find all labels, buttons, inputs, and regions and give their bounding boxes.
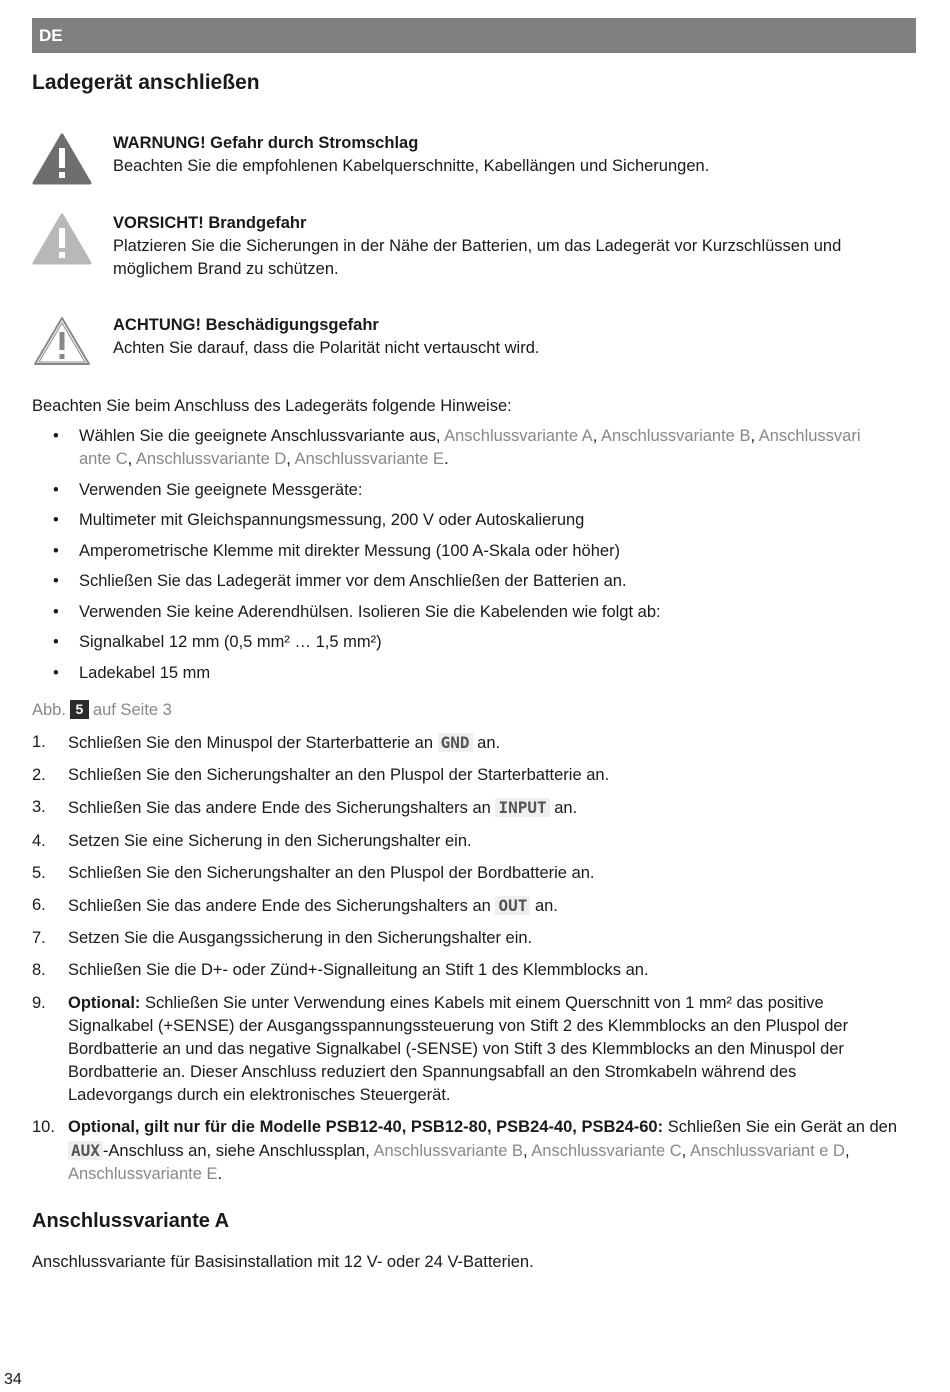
section-text: Anschlussvariante für Basisinstallation mit 12 V- oder 24 V-Batterien. xyxy=(32,1253,534,1271)
caution-triangle-icon xyxy=(32,212,92,266)
step-item: 5. Schließen Sie den Sicherungshalter an den Pluspol der Bordbatterie an. xyxy=(32,863,595,882)
terminal-label-gnd: GND xyxy=(438,733,473,752)
link-variant-d[interactable]: Anschlussvariante D xyxy=(135,450,287,468)
list-item: • Verwenden Sie keine Aderendhülsen. Isolieren Sie die Kabelenden wie folgt ab: xyxy=(32,601,892,624)
terminal-label-input: INPUT xyxy=(495,798,549,817)
list-item: • Signalkabel 12 mm (0,5 mm² … 1,5 mm²) xyxy=(32,631,892,654)
language-label: DE xyxy=(39,26,63,45)
step-item: 4. Setzen Sie eine Sicherung in den Sicherungshalter ein. xyxy=(32,831,472,850)
figure-reference[interactable]: Abb. 5 auf Seite 3 xyxy=(32,701,172,719)
link-variant-c[interactable]: Anschlussvariante C xyxy=(531,1141,682,1160)
hint-list xyxy=(32,425,892,692)
list-item: • Amperometrische Klemme mit direkter Messung (100 A-Skala oder höher) xyxy=(32,540,892,563)
notice-text: Achten Sie darauf, dass die Polarität nicht vertauscht wird. xyxy=(113,339,540,357)
link-variant-c[interactable]: Anschlussvari ante C xyxy=(79,427,861,468)
step-item: 3. Schließen Sie das andere Ende des Sicherungshalters an INPUT an. xyxy=(32,798,578,818)
page-title: Ladegerät anschließen xyxy=(32,71,260,94)
page-number: 34 xyxy=(4,1371,22,1388)
step-item: 10. Optional, gilt nur für die Modelle PSB12-40, PSB12-80, PSB24-40, PSB24-60: Schließen Sie ein Gerät an den AUX -Anschluss an, siehe Anschlussplan, Anschlussvariante B, Anschlussvariante C, Anschlussvariant e D, Anschlussvariante E. xyxy=(32,1117,897,1183)
notice-triangle-icon xyxy=(32,314,92,368)
step-item: 8. Schließen Sie die D+- oder Zünd+-Signalleitung an Stift 1 des Klemmblocks an. xyxy=(32,961,649,980)
terminal-label-out: OUT xyxy=(495,896,530,915)
section-title: Anschlussvariante A xyxy=(32,1210,230,1232)
intro-paragraph: Beachten Sie beim Anschluss des Ladegeräts folgende Hinweise: xyxy=(32,397,512,415)
warning-title: WARNUNG! Gefahr durch Stromschlag xyxy=(113,134,419,152)
warning-text: Beachten Sie die empfohlenen Kabelquerschnitte, Kabellängen und Sicherungen. xyxy=(113,157,710,175)
step-item: 2. Schließen Sie den Sicherungshalter an den Pluspol der Starterbatterie an. xyxy=(32,766,610,785)
step-item: 6. Schließen Sie das andere Ende des Sicherungshalters an OUT an. xyxy=(32,895,558,915)
list-item: • Ladekabel 15 mm xyxy=(32,662,892,685)
step-list xyxy=(32,731,902,1195)
caution-text: Platzieren Sie die Sicherungen in der Nähe der Batterien, um das Ladegerät vor Kurzschlüssen und möglichem Brand zu schützen. xyxy=(113,237,842,278)
list-item: • Multimeter mit Gleichspannungsmessung, 200 V oder Autoskalierung xyxy=(32,509,892,532)
terminal-label-aux: AUX xyxy=(68,1141,103,1160)
warning-triangle-icon xyxy=(32,132,92,186)
link-variant-e[interactable]: Anschlussvariante E xyxy=(68,1164,218,1183)
link-variant-b[interactable]: Anschlussvariante B xyxy=(373,1141,523,1160)
list-item: • Verwenden Sie geeignete Messgeräte: xyxy=(32,479,892,502)
list-item: • Wählen Sie die geeignete Anschlussvariante aus, Anschlussvariante A, Anschlussvariante B, Anschlussvari ante C, Anschlussvariante D, Anschlussvariante E. xyxy=(32,425,892,471)
list-item: • Schließen Sie das Ladegerät immer vor dem Anschließen der Batterien an. xyxy=(32,570,892,593)
link-variant-e[interactable]: Anschlussvariante E xyxy=(294,450,445,468)
step-item: 9. Optional: Schließen Sie unter Verwendung eines Kabels mit einem Querschnitt von 1 mm² das positive Signalkabel (+SENSE) der Ausgangsspannungssteuerung von Stift 2 des Klemmblocks an den Pluspol der Bordbatterie an und das negative Signalkabel (-SENSE) von Stift 3 des Klemmblocks an den Minuspol der Bordbatterie an. Dieser Anschluss reduziert den Spannungsabfall an den Stromkabeln während des Ladevorgangs durch ein elektronisches Steuergerät. xyxy=(32,993,849,1104)
figure-number-badge: 5 xyxy=(70,700,89,719)
language-header-bar xyxy=(32,18,916,53)
link-variant-b[interactable]: Anschlussvariante B xyxy=(600,427,751,445)
link-variant-a[interactable]: Anschlussvariante A xyxy=(444,427,593,445)
step-item: 1. Schließen Sie den Minuspol der Starterbatterie an GND an. xyxy=(32,733,501,752)
step-item: 7. Setzen Sie die Ausgangssicherung in den Sicherungshalter ein. xyxy=(32,929,533,948)
link-variant-d[interactable]: Anschlussvariant e D xyxy=(689,1141,845,1160)
caution-title: VORSICHT! Brandgefahr xyxy=(113,214,307,232)
notice-title: ACHTUNG! Beschädigungsgefahr xyxy=(113,316,379,334)
